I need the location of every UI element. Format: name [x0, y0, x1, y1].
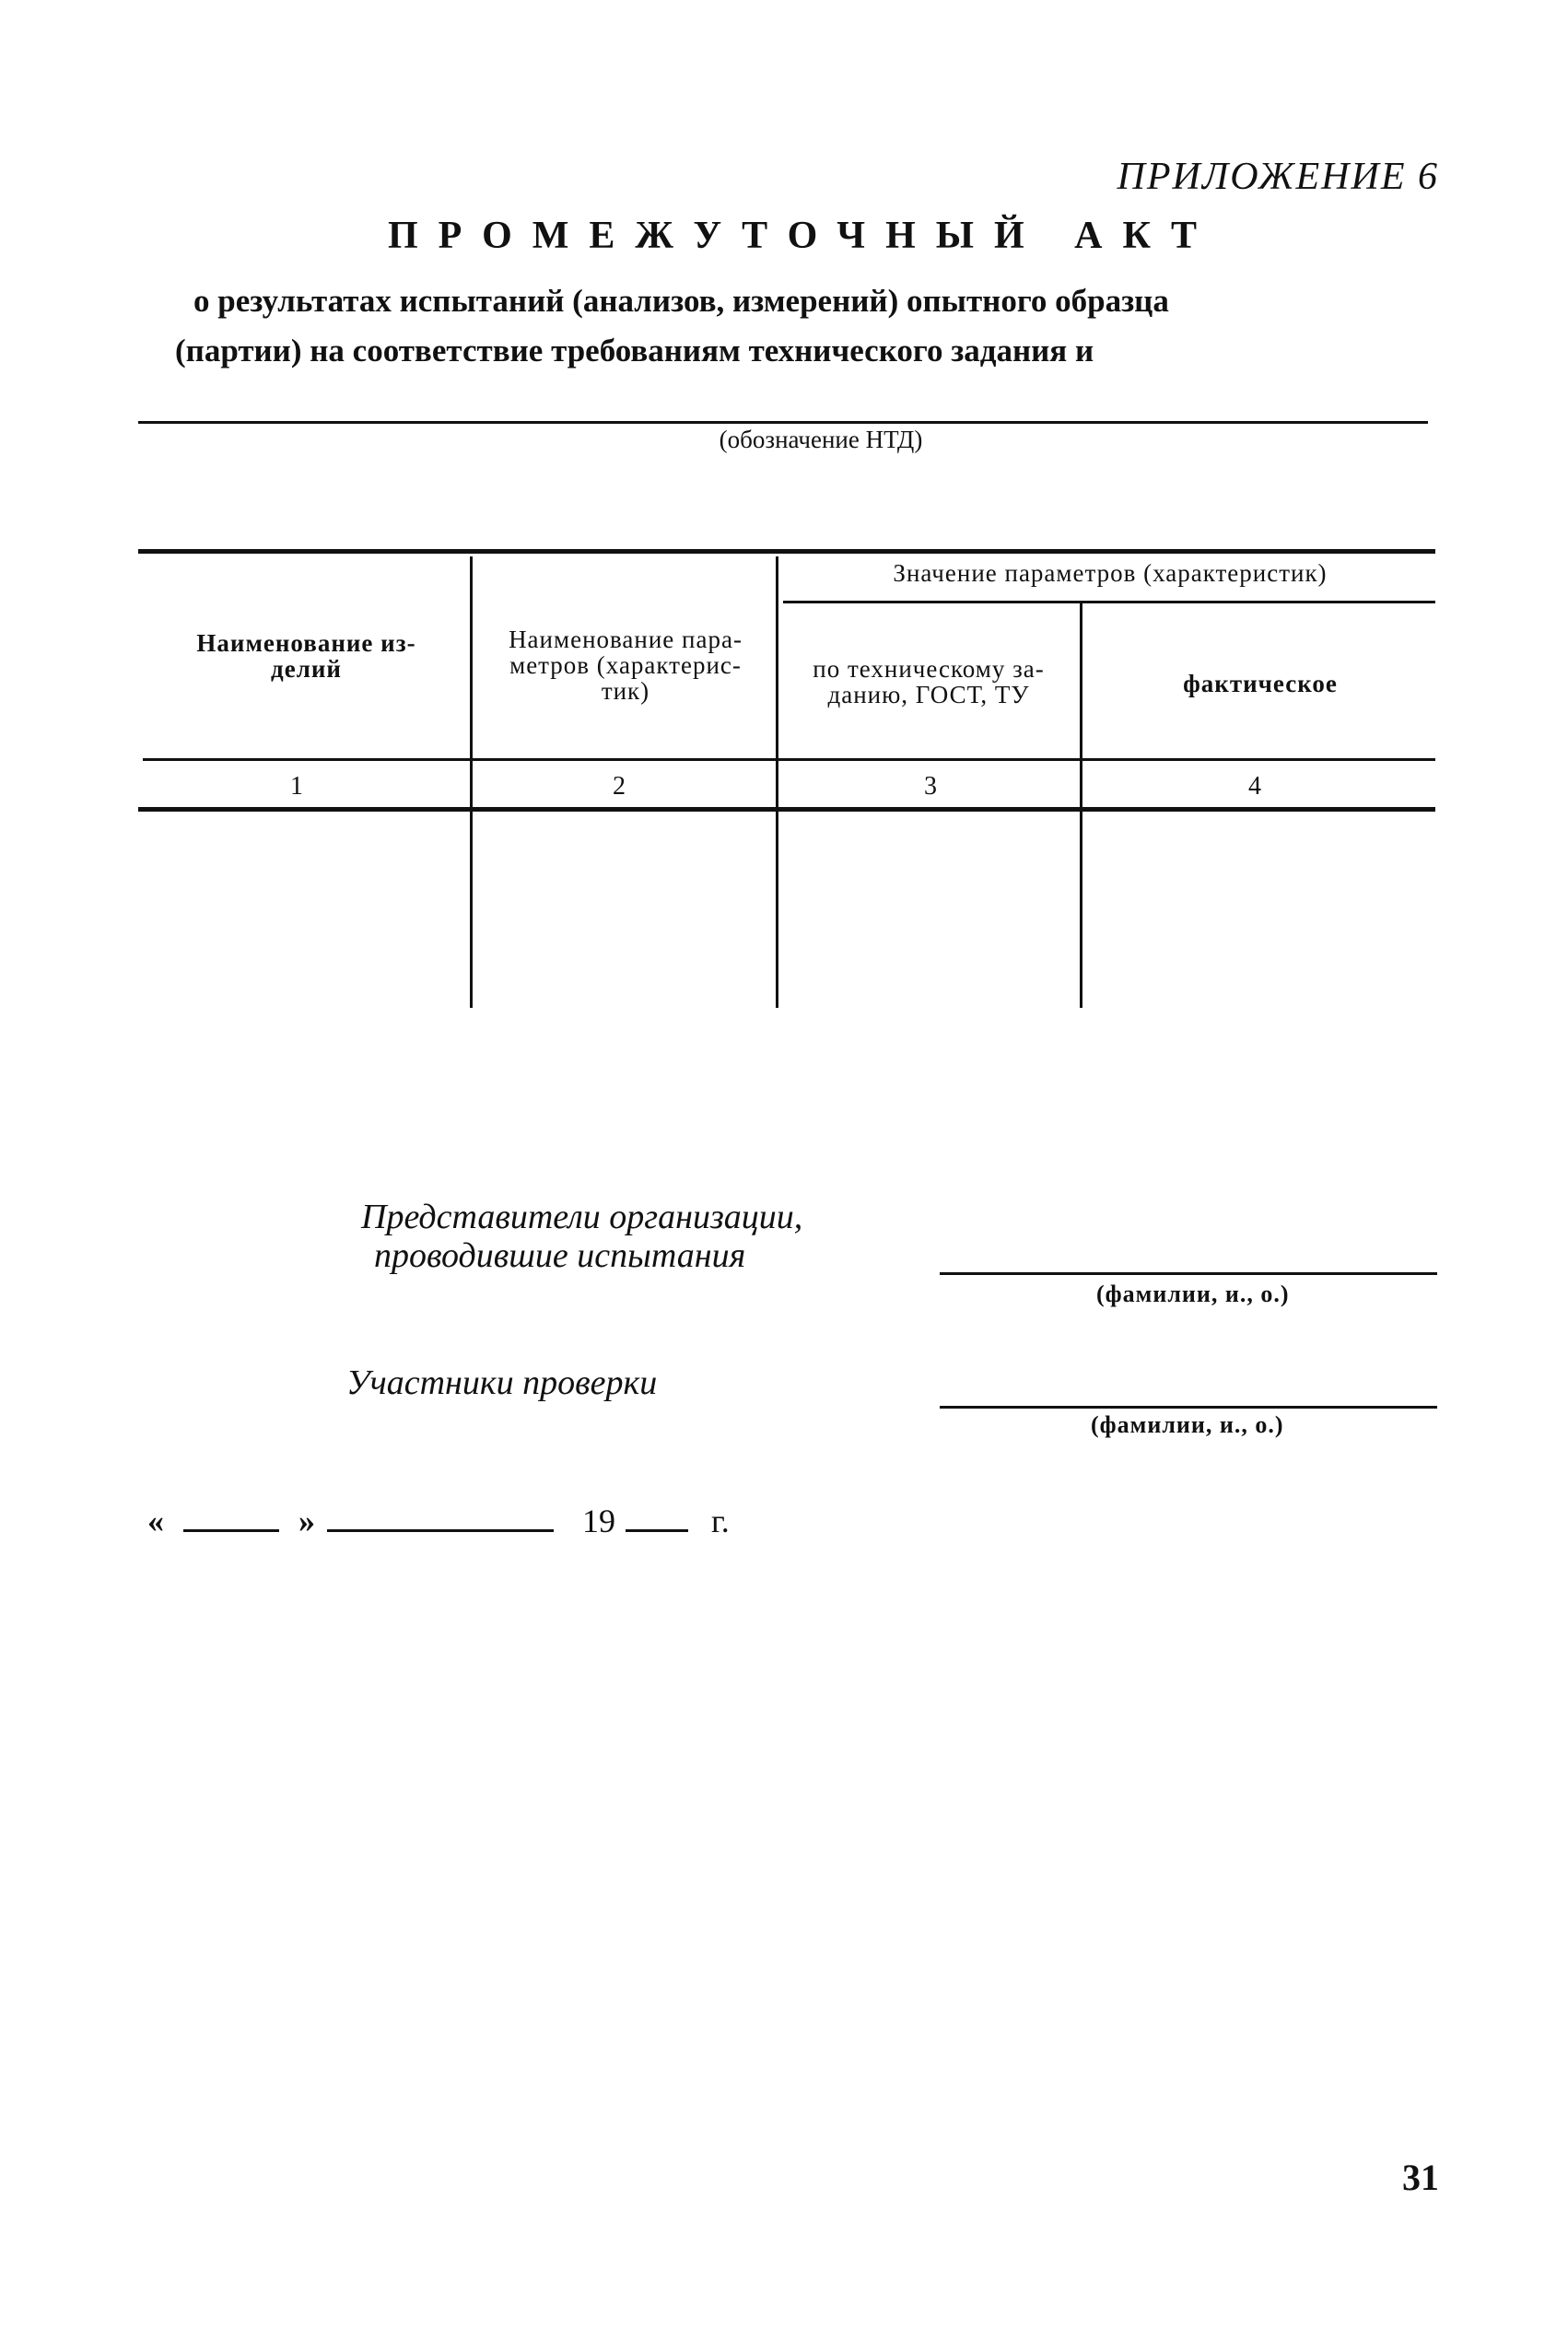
month-blank[interactable]	[327, 1502, 554, 1532]
header-bottom-border	[143, 758, 1435, 761]
group-header-divider	[783, 601, 1435, 603]
subtitle-line-2: (партии) на соответствие требованиям технического задания и	[175, 333, 1094, 369]
column-header-spec: по техническому за- данию, ГОСТ, ТУ	[813, 655, 1045, 708]
ntd-blank-line[interactable]	[138, 421, 1428, 424]
year-suffix: г.	[711, 1503, 730, 1539]
representatives-line-1: Представители организации,	[361, 1198, 803, 1236]
day-blank[interactable]	[183, 1502, 279, 1532]
representatives-label	[361, 1198, 802, 1275]
column-number-2: 2	[613, 772, 626, 801]
appendix-label: ПРИЛОЖЕНИЕ 6	[1117, 156, 1439, 198]
document-title: ПРОМЕЖУТОЧНЫЙ АКТ	[388, 215, 1217, 257]
column-divider-1	[470, 556, 473, 1008]
ntd-caption: (обозначение НТД)	[719, 426, 923, 453]
column-divider-3	[1080, 603, 1082, 1008]
group-header: Значение параметров (характеристик)	[893, 559, 1328, 587]
date-row	[147, 1502, 730, 1540]
column-number-1: 1	[290, 772, 303, 801]
year-prefix: 19	[582, 1503, 615, 1539]
date-close-quote: »	[298, 1503, 315, 1539]
representatives-line-2: проводившие испытания	[374, 1236, 746, 1275]
table-cell-actual[interactable]	[1084, 813, 1434, 1006]
table-cell-parameters[interactable]	[474, 813, 773, 1006]
table-cell-spec[interactable]	[780, 813, 1077, 1006]
column-number-3: 3	[924, 772, 937, 801]
numbers-bottom-border	[138, 807, 1435, 812]
table-top-border	[138, 549, 1435, 554]
table-cell-items[interactable]	[143, 813, 467, 1006]
participants-label: Участники проверки	[346, 1363, 658, 1402]
page-number: 31	[1402, 2157, 1439, 2198]
column-header-actual: фактическое	[1183, 670, 1338, 697]
column-header-items: Наименование из- делий	[196, 629, 416, 683]
representatives-caption: (фамилии, и., о.)	[1096, 1281, 1290, 1307]
column-divider-2	[776, 556, 778, 1008]
column-number-4: 4	[1248, 772, 1261, 801]
participants-signature-line[interactable]	[940, 1406, 1437, 1409]
date-open-quote: «	[147, 1503, 164, 1539]
year-blank[interactable]	[626, 1502, 688, 1532]
subtitle-line-1: о результатах испытаний (анализов, измерений) опытного образца	[193, 283, 1169, 319]
column-header-parameters: Наименование пара- метров (характерис- тик)	[509, 626, 743, 705]
document-subtitle	[175, 276, 1391, 376]
participants-caption: (фамилии, и., о.)	[1091, 1411, 1284, 1438]
representatives-signature-line[interactable]	[940, 1272, 1437, 1275]
